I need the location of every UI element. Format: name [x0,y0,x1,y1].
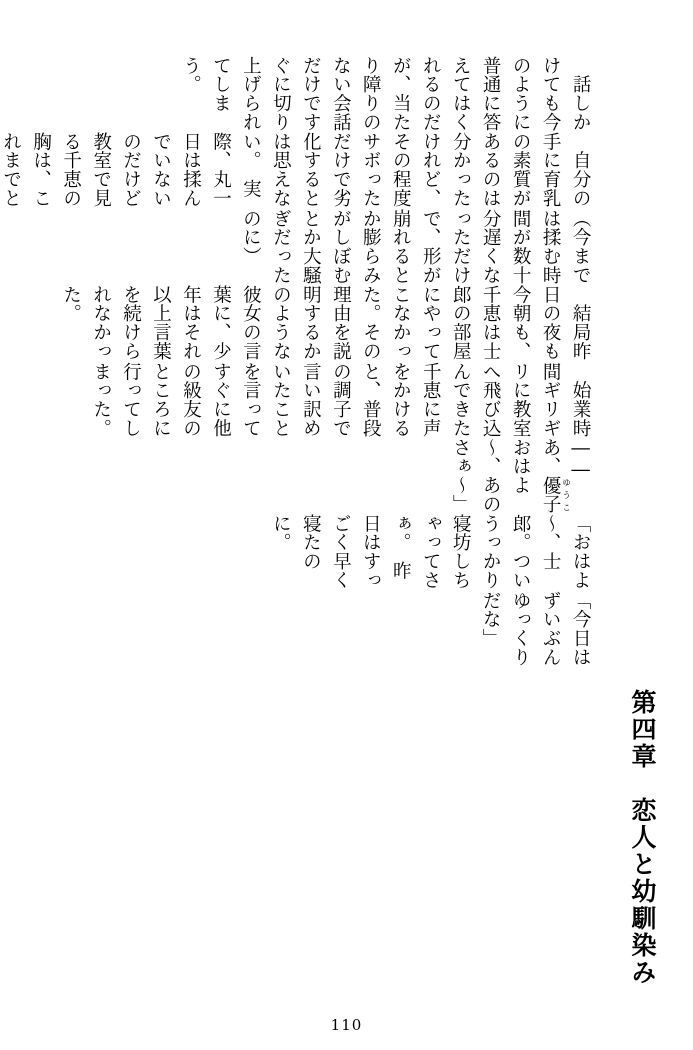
paragraph-column-6 [176,209,656,285]
paragraph-column-1 [415,591,655,667]
paragraph-column-4 [26,362,655,438]
chapter-title: 第四章 恋人と幼馴染み [628,689,657,986]
ruby-reading: ゆうこ [560,475,571,514]
paragraph: 始業時間ギリギリに教室へ飛び込んできた千恵に声をかけると、普段の調子で言い訳めいたことを言ってすぐに他の級友のところに行ってしまった。 [90,361,592,438]
ruby-yuko: 優子 ゆうこ [540,475,571,514]
paragraph: 話しかけても今のように普通に答えてはくれるのだが、当たり障りのない会話だけですぐに切り上げられてしまう。 [180,56,592,132]
paragraph: 自分の手に育乳の素質があるのは分かったけれど、その程度サボっただけで劣化するとは思えない。 実際、丸一日は揉んでいないのだけど教室で見る千恵の胸は、これまでと [0,132,592,208]
page-number: 110 [330,1016,363,1034]
paragraph: 結局昨日の夜も今朝も、千恵は士郎の部屋にやってこなかった。その理由を説明するかのような彼女の言葉に、少年はそれ以上言葉を続けられなかった。 [60,285,592,361]
paragraph: （今までは揉む時間が数十分遅くなっただけで、形が崩れるとか膨らみがしぼむとか大騒ぎだったのに） [240,208,592,285]
paragraph-column-7 [0,132,655,208]
paragraph-column-2 [205,514,655,590]
paragraph-with-ruby: ――あ、優子 ゆうこおはよ～、あのさぁ～」 [450,437,592,514]
novel-text-body [0,56,657,986]
paragraph-column-3 [385,438,655,514]
paragraph: 「今日はずいぶんゆっくりだな」 [480,590,592,667]
paragraph-column-5 [0,285,655,361]
paragraph: 「おはよ～、士郎。ついうっかり寝坊しちゃってさぁ。 昨日はすっごく早く寝たのに。 [270,514,592,590]
paragraph-column-8 [116,56,655,132]
